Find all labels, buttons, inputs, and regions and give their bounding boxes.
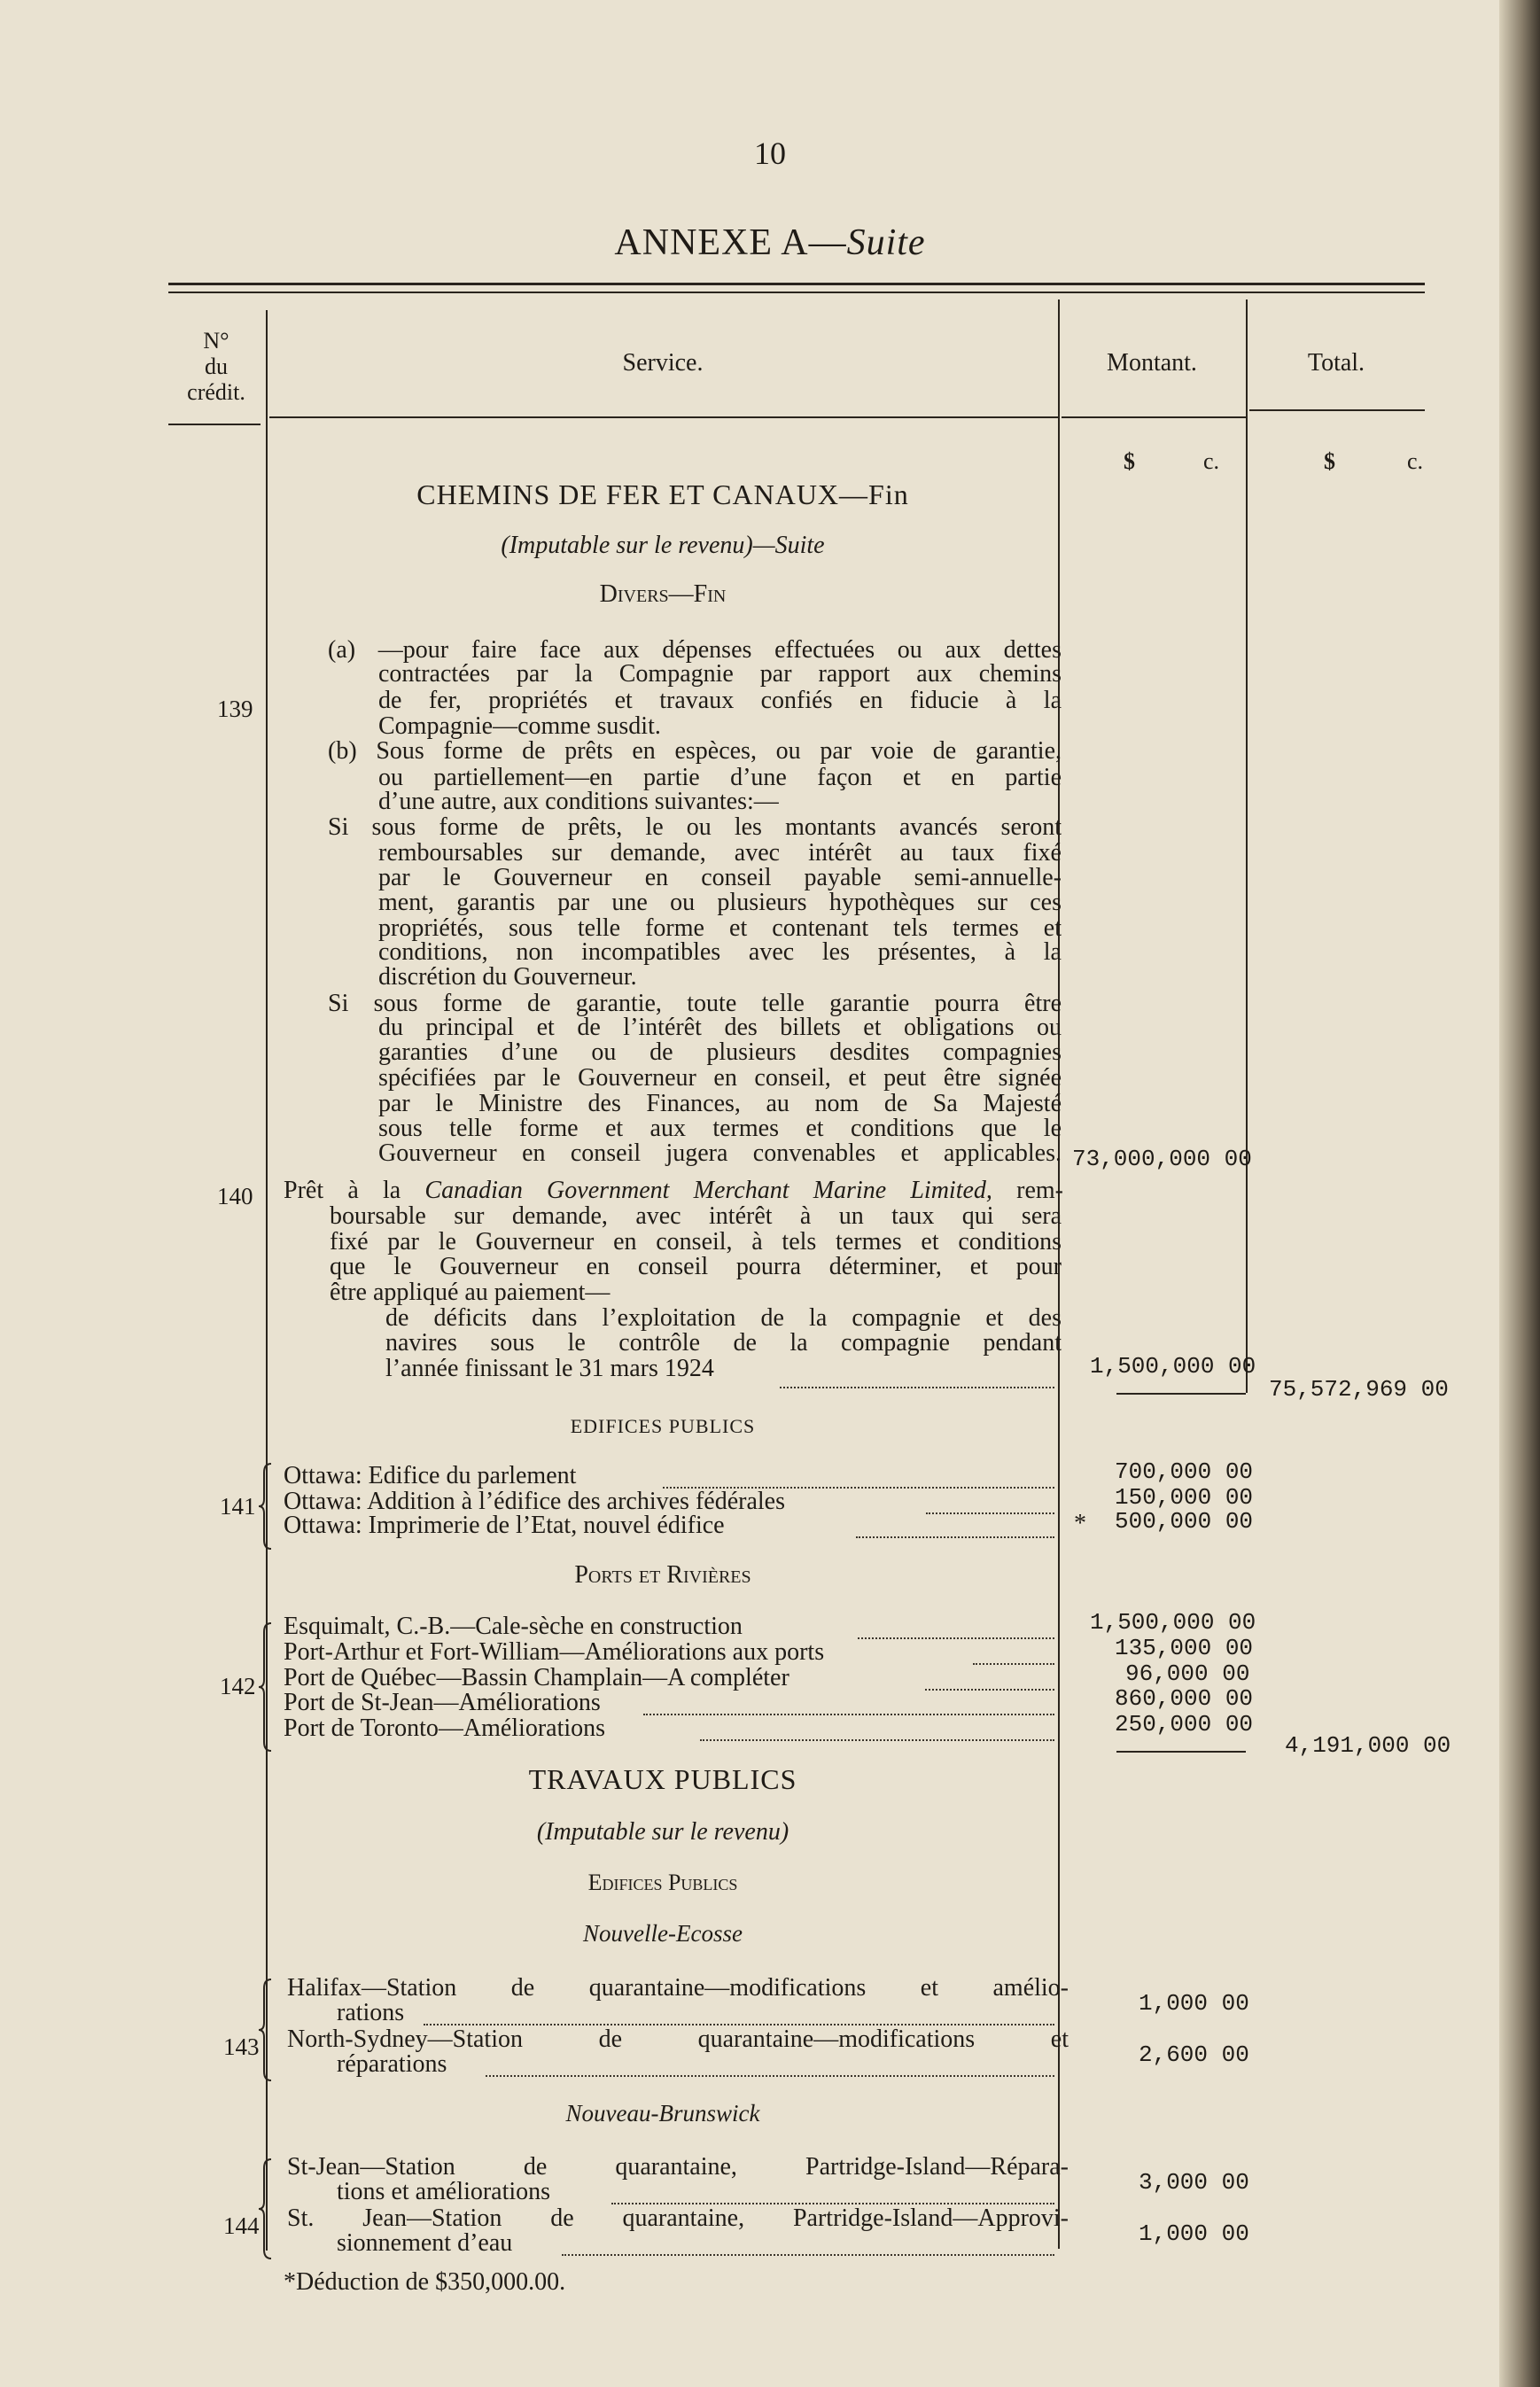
brace-141 xyxy=(257,1462,275,1551)
credit-143-item-amount: 2,600 00 xyxy=(1139,2041,1249,2068)
credit-139-line: conditions, non incompatibles avec les présentes, à la xyxy=(378,938,1062,966)
page-binding-edge xyxy=(1499,0,1540,2387)
credit-140-line: l’année finissant le 31 mars 1924 xyxy=(385,1355,714,1382)
credit-number-140: 140 xyxy=(217,1183,253,1209)
leader-dots xyxy=(926,1512,1054,1514)
leader-dots xyxy=(856,1536,1054,1538)
header-rule-service xyxy=(269,416,1058,418)
credit-141-item-label: Ottawa: Imprimerie de l’Etat, nouvel édifice xyxy=(284,1512,725,1539)
top-rule xyxy=(168,283,1425,285)
section-edifices: EDIFICES PUBLICS xyxy=(570,1415,756,1437)
credit-140-line: être appliqué au paiement— xyxy=(330,1279,611,1306)
col-header-total: Total. xyxy=(1307,349,1365,377)
credit-140-line: de déficits dans l’exploitation de la compagnie et des xyxy=(385,1304,1062,1332)
credit-139-line: discrétion du Gouverneur. xyxy=(378,963,637,991)
credit-number-143: 143 xyxy=(223,2033,260,2060)
subtotal-141-142: 4,191,000 00 xyxy=(1285,1732,1451,1759)
credit-139-line: (b) Sous forme de prêts en espèces, ou par voie de garantie, xyxy=(328,737,1062,765)
brace-143 xyxy=(257,1978,275,2082)
leader-dots xyxy=(925,1689,1054,1691)
credit-139-line: ment, garantis par une ou plusieurs hypothèques sur ces xyxy=(378,889,1062,916)
section-divers: Divers—Fin xyxy=(599,580,727,608)
credit-141-item-amount: 500,000 00 xyxy=(1115,1508,1254,1535)
credit-number-142: 142 xyxy=(220,1673,256,1699)
credit-141-item-amount: 700,000 00 xyxy=(1115,1458,1254,1485)
credit-143-item-line2: rations xyxy=(337,1999,405,2026)
section-travaux: TRAVAUX PUBLICS xyxy=(528,1763,797,1795)
section-edifices-2: Edifices Publics xyxy=(587,1870,738,1895)
credit-139-line: d’une autre, aux conditions suivantes:— xyxy=(378,788,779,815)
credit-143-item-amount: 1,000 00 xyxy=(1139,1990,1249,2017)
section-imputable-1: (Imputable sur le revenu)—Suite xyxy=(501,532,825,559)
leader-dots xyxy=(973,1663,1054,1665)
credit-142-item-amount: 1,500,000 00 xyxy=(1090,1609,1256,1636)
top-rule-2 xyxy=(168,292,1425,293)
credit-142-item-amount: 96,000 00 xyxy=(1125,1660,1250,1687)
col-header-montant: Montant. xyxy=(1107,349,1197,377)
credit-number-141: 141 xyxy=(220,1493,256,1520)
credit-139-amount: 73,000,000 00 xyxy=(1072,1146,1252,1172)
credit-140-line: que le Gouverneur en conseil pourra déterminer, et pour xyxy=(330,1253,1062,1280)
credit-142-item-amount: 250,000 00 xyxy=(1115,1711,1254,1738)
credit-139-line: par le Ministre des Finances, au nom de Sa Majesté xyxy=(378,1090,1062,1117)
credit-139-line: sous telle forme et aux termes et conditions que le xyxy=(378,1115,1062,1142)
credit-139-line: garanties d’une ou de plusieurs desdites compagnies xyxy=(378,1038,1062,1066)
col-header-no: N° du crédit. xyxy=(187,328,245,405)
credit-139-line: du principal et de l’intérêt des billets et obligations ou xyxy=(378,1014,1062,1041)
leader-dots xyxy=(486,2075,1054,2077)
credit-141-item-label: Ottawa: Addition à l’édifice des archives fédérales xyxy=(284,1488,785,1515)
credit-139-line: ou partiellement—en partie d’une façon et en partie xyxy=(378,764,1062,791)
leader-dots xyxy=(700,1739,1054,1741)
credit-139-line: propriétés, sous telle forme et contenant tels termes et xyxy=(378,914,1062,942)
credit-139-line: Si sous forme de prêts, le ou les montants avancés seront xyxy=(328,813,1062,841)
credit-144-item-line1: St. Jean—Station de quarantaine, Partridge-Island—Approvi- xyxy=(287,2204,1069,2232)
section-ports: Ports et Rivières xyxy=(574,1561,751,1589)
total-cents: c. xyxy=(1407,448,1424,474)
credit-141-item-mark: * xyxy=(1074,1510,1086,1537)
total-dollar-sign: $ xyxy=(1324,448,1335,474)
leader-dots xyxy=(858,1637,1054,1639)
credit-144-item-amount: 3,000 00 xyxy=(1139,2169,1249,2196)
montant-dollar-sign: $ xyxy=(1124,448,1135,474)
montant-cents: c. xyxy=(1203,448,1220,474)
credit-140-line: fixé par le Gouverneur en conseil, à tels termes et conditions xyxy=(330,1228,1062,1256)
credit-143-item-line2: réparations xyxy=(337,2050,447,2078)
leader-dots xyxy=(643,1714,1054,1715)
brace-142 xyxy=(257,1621,275,1753)
credit-142-item-label: Port de Québec—Bassin Champlain—A compléter xyxy=(284,1664,789,1691)
leader-dots xyxy=(562,2254,1054,2256)
credit-140-amount: 1,500,000 00 xyxy=(1090,1353,1256,1380)
credit-140-line: boursable sur demande, avec intérêt à un taux qui sera xyxy=(330,1202,1062,1230)
credit-141-item-amount: 150,000 00 xyxy=(1115,1484,1254,1511)
credit-144-item-line1: St-Jean—Station de quarantaine, Partridge-Island—Répara- xyxy=(287,2153,1069,2181)
credit-143-item-line1: North-Sydney—Station de quarantaine—modifications et xyxy=(287,2025,1069,2053)
credit-142-item-label: Port-Arthur et Fort-William—Améliorations aux ports xyxy=(284,1638,825,1666)
credit-139-line: de fer, propriétés et travaux confiés en fiducie à la xyxy=(378,687,1062,714)
leader-dots-140 xyxy=(780,1387,1054,1388)
section-chemins: CHEMINS DE FER ET CANAUX—Fin xyxy=(416,478,909,510)
credit-143-item-line1: Halifax—Station de quarantaine—modifications et amélio- xyxy=(287,1974,1069,2002)
section-nouvelle-ecosse: Nouvelle-Ecosse xyxy=(583,1920,743,1947)
credit-141-item-label: Ottawa: Edifice du parlement xyxy=(284,1462,577,1489)
credit-140-line: navires sous le contrôle de la compagnie pendant xyxy=(385,1329,1062,1357)
credit-144-item-line2: sionnement d’eau xyxy=(337,2229,513,2257)
credit-139-line: Gouverneur en conseil jugera convenables et applicables. xyxy=(378,1139,1062,1167)
credit-number-144: 144 xyxy=(223,2212,260,2239)
credit-140-line-1: Prêt à la Canadian Government Merchant Marine Limited, rem- xyxy=(284,1177,1063,1204)
credit-139-line: (a) —pour faire face aux dépenses effectuées ou aux dettes xyxy=(328,636,1062,664)
header-rule-no xyxy=(168,424,261,425)
credit-139-line: Si sous forme de garantie, toute telle garantie pourra être xyxy=(328,990,1062,1017)
subtotal-rule-2 xyxy=(1116,1751,1246,1753)
annex-title: ANNEXE A—Suite xyxy=(614,222,926,263)
section-imputable-2: (Imputable sur le revenu) xyxy=(536,1818,789,1846)
col-divider-3 xyxy=(1246,299,1248,1393)
subtotal-rule-1 xyxy=(1116,1393,1246,1395)
col-header-service: Service. xyxy=(622,349,704,377)
brace-144 xyxy=(257,2158,275,2260)
credit-144-item-amount: 1,000 00 xyxy=(1139,2220,1249,2247)
credit-139-line: spécifiées par le Gouverneur en conseil, et peut être signée xyxy=(378,1064,1062,1092)
credit-142-item-label: Port de St-Jean—Améliorations xyxy=(284,1689,601,1716)
credit-144-item-line2: tions et améliorations xyxy=(337,2178,551,2205)
credit-142-item-amount: 860,000 00 xyxy=(1115,1685,1254,1712)
credit-139-line: Compagnie—comme susdit. xyxy=(378,712,661,740)
credit-139-line: remboursables sur demande, avec intérêt au taux fixé xyxy=(378,839,1062,867)
header-rule-total xyxy=(1249,409,1425,411)
page-number: 10 xyxy=(754,136,786,171)
credit-142-item-label: Port de Toronto—Améliorations xyxy=(284,1714,606,1742)
credit-142-item-label: Esquimalt, C.-B.—Cale-sèche en construction xyxy=(284,1613,743,1640)
section-nouveau-brunswick: Nouveau-Brunswick xyxy=(565,2100,760,2127)
credit-139-line: contractées par la Compagnie par rapport aux chemins xyxy=(378,660,1062,688)
footnote: *Déduction de $350,000.00. xyxy=(284,2268,566,2296)
credit-142-item-amount: 135,000 00 xyxy=(1115,1635,1254,1661)
subtotal-139-140: 75,572,969 00 xyxy=(1269,1376,1449,1403)
credit-139-line: par le Gouverneur en conseil payable semi-annuelle- xyxy=(378,864,1062,891)
credit-number-139: 139 xyxy=(217,696,253,722)
header-rule-montant xyxy=(1062,416,1248,418)
